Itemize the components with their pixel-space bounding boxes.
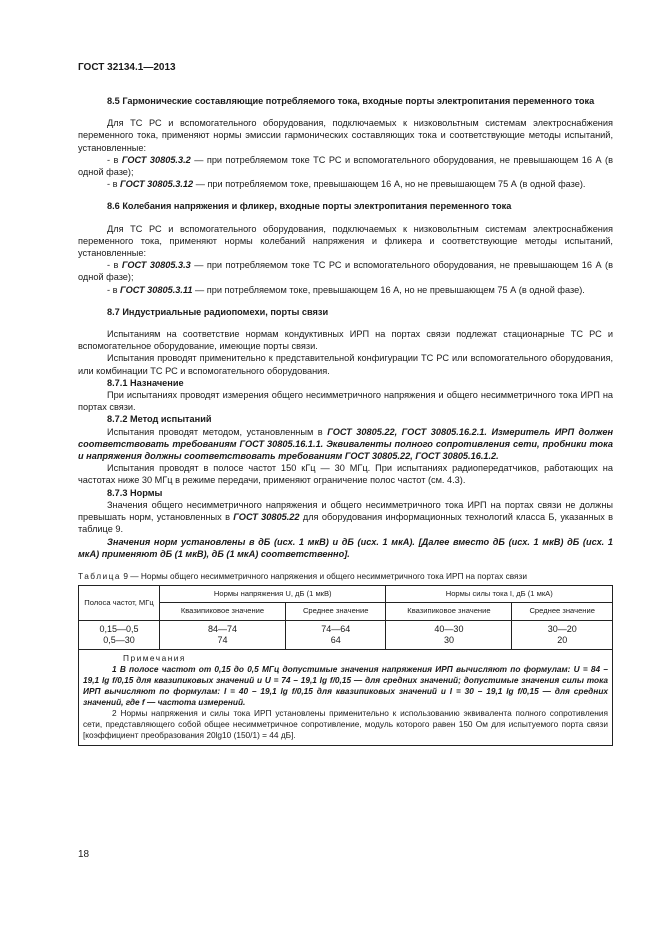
gost-reference: ГОСТ 30805.3.2 xyxy=(121,154,191,165)
gost-reference: ГОСТ 30805.3.3 xyxy=(121,260,191,271)
section-8-7-2-paragraph: Испытания проводят методом, установленным в ГОСТ 30805.22, ГОСТ 30805.16.2.1. Измеритель ИРП должен соответствовать требованиям ГОСТ 30805.16.1.1. Эквиваленты полного сопротивления сети, пробники тока и напряжения должны соответствовать требованиям ГОСТ 30805.22, ГОСТ 30805.16.1.2. xyxy=(78,426,613,462)
column-header-current-avg: Среднее значение xyxy=(512,603,613,620)
section-8-5-item-2: - в ГОСТ 30805.3.12 — при потребляемом токе, превышающем 16 А, но не превышающем 75 А (в одной фазе). xyxy=(107,179,586,190)
section-8-7-paragraph-1: Испытаниям на соответствие нормам кондуктивных ИРП на портах связи подлежат стационарные ТС РС и вспомогательное оборудование, имеющие порты связи. xyxy=(78,329,613,352)
table-cell: 74—64 xyxy=(321,623,351,634)
column-header-voltage-avg: Среднее значение xyxy=(285,603,386,620)
section-8-6-item-2: - в ГОСТ 30805.3.11 — при потребляемом токе, превышающем 16 А, но не превышающем 75 А (в одной фазе). xyxy=(107,284,585,295)
column-group-voltage: Нормы напряжения U, дБ (1 мкВ) xyxy=(160,586,386,603)
table-cell: 0,5—30 xyxy=(103,634,135,645)
table-caption: Таблица 9 — Нормы общего несимметричного напряжения и общего несимметричного тока ИРП на портах связи xyxy=(78,570,527,581)
section-8-6-item-1: - в ГОСТ 30805.3.3 — при потребляемом токе ТС РС и вспомогательного оборудования, не превышающем 16 А (в одной фазе); xyxy=(78,260,613,283)
table-cell: 30 xyxy=(443,634,454,645)
section-8-7-3-title: 8.7.3 Нормы xyxy=(107,487,163,498)
table-notes xyxy=(78,650,613,746)
table-cell: 0,15—0,5 xyxy=(99,623,139,634)
section-8-7-2-paragraph-2: Испытания проводят в полосе частот 150 кГц — 30 МГц. При испытаниях радиопередатчиков, работающих на частотах ниже 30 МГц в режиме передачи, применяют ограничение полос частот (см. 4.3). xyxy=(78,463,613,486)
limits-table xyxy=(78,585,613,649)
table-cell: 84—74 xyxy=(207,623,237,634)
column-header-voltage-qp: Квазипиковое значение xyxy=(160,603,286,620)
gost-reference: ГОСТ 30805.3.12 xyxy=(120,179,194,190)
section-8-7-2-title: 8.7.2 Метод испытаний xyxy=(107,414,212,425)
section-8-7-1-title: 8.7.1 Назначение xyxy=(107,377,184,388)
section-8-7-title: 8.7 Индустриальные радиопомехи, порты связи xyxy=(107,306,329,317)
gost-reference: ГОСТ 30805.3.11 xyxy=(120,284,193,295)
note-2: 2 Нормы напряжения и силы тока ИРП установлены применительно к использованию эквивалента полного сопротивления сети, представляющего собой общее несимметричное сопротивление, модуль которого равен 150 Ом для испытуемого порта связи [коэффициент преобразования 20lg10 (150/1) = 44 дБ]. xyxy=(83,707,608,740)
section-8-7-1-paragraph: При испытаниях проводят измерения общего несимметричного напряжения и общего несимметричного тока ИРП на портах связи. xyxy=(78,390,613,413)
note-1: 1 В полосе частот от 0,15 до 0,5 МГц допустимые значения напряжения ИРП вычисляют по формулам: U = 84 – 19,1 lg f/0,15 для квазипиковых значений и U = 74 – 19,1 lg f/0,15 — для средних значений; допустимые значения силы тока ИРП вычисляют по формулам: I = 40 – 19,1 lg f/0,15 для квазипиковых значений и I = 30 – 19,1 lg f/0,15 — для средних значений, где f — частота измерений. xyxy=(83,663,608,707)
table-row xyxy=(79,620,613,649)
table-cell: 40—30 xyxy=(434,623,464,634)
page-number: 18 xyxy=(78,849,90,860)
column-header-current-qp: Квазипиковое значение xyxy=(386,603,512,620)
page-content xyxy=(78,95,613,746)
section-8-7-3-paragraph: Значения общего несимметричного напряжения и общего несимметричного тока ИРП на портах связи не должны превышать норм, установленных в ГОСТ 30805.22 для оборудования информационных технологий класса Б, указанных в таблице 9. xyxy=(78,499,614,535)
section-8-5-paragraph: Для ТС РС и вспомогательного оборудования, подключаемых к низковольтным системам электроснабжения переменного тока, применяют нормы эмиссии гармонических составляющих тока и соответствующие методы испытаний, установленные: xyxy=(78,118,613,153)
section-8-6-paragraph: Для ТС РС и вспомогательного оборудования, подключаемых к низковольтным системам электроснабжения переменного тока, применяют нормы колебаний напряжения и фликера и соответствующие методы испытаний, установленные: xyxy=(78,223,613,259)
section-8-5-item-1: - в ГОСТ 30805.3.2 — при потребляемом токе ТС РС и вспомогательного оборудования, не превышающем 16 А (в одной фазе); xyxy=(78,154,613,178)
notes-title: Примечания xyxy=(123,652,186,663)
document-header: ГОСТ 32134.1—2013 xyxy=(78,62,176,73)
section-8-7-paragraph-2: Испытания проводят применительно к представительной конфигурации ТС РС или вспомогательного оборудования, или комбинации ТС РС и вспомогательного оборудования. xyxy=(78,353,613,376)
section-8-7-3-paragraph-2: Значения норм установлены в дБ (исх. 1 мкВ) и дБ (исх. 1 мкА). [Далее вместо дБ (исх. 1 мкВ) дБ (исх. 1 мкА) применяют дБ (1 мкВ), дБ (1 мкА) соответственно]. xyxy=(78,536,613,559)
section-8-5-title: 8.5 Гармонические составляющие потребляемого тока, входные порты электропитания переменного тока xyxy=(107,96,595,106)
table-cell: 74 xyxy=(217,634,228,645)
column-header-frequency: Полоса частот, МГц xyxy=(79,586,160,620)
table-cell: 30—20 xyxy=(547,623,577,634)
section-8-6-title: 8.6 Колебания напряжения и фликер, входные порты электропитания переменного тока xyxy=(107,201,512,212)
table-cell: 64 xyxy=(330,634,341,645)
column-group-current: Нормы силы тока I, дБ (1 мкА) xyxy=(386,586,613,603)
table-cell: 20 xyxy=(557,634,568,645)
